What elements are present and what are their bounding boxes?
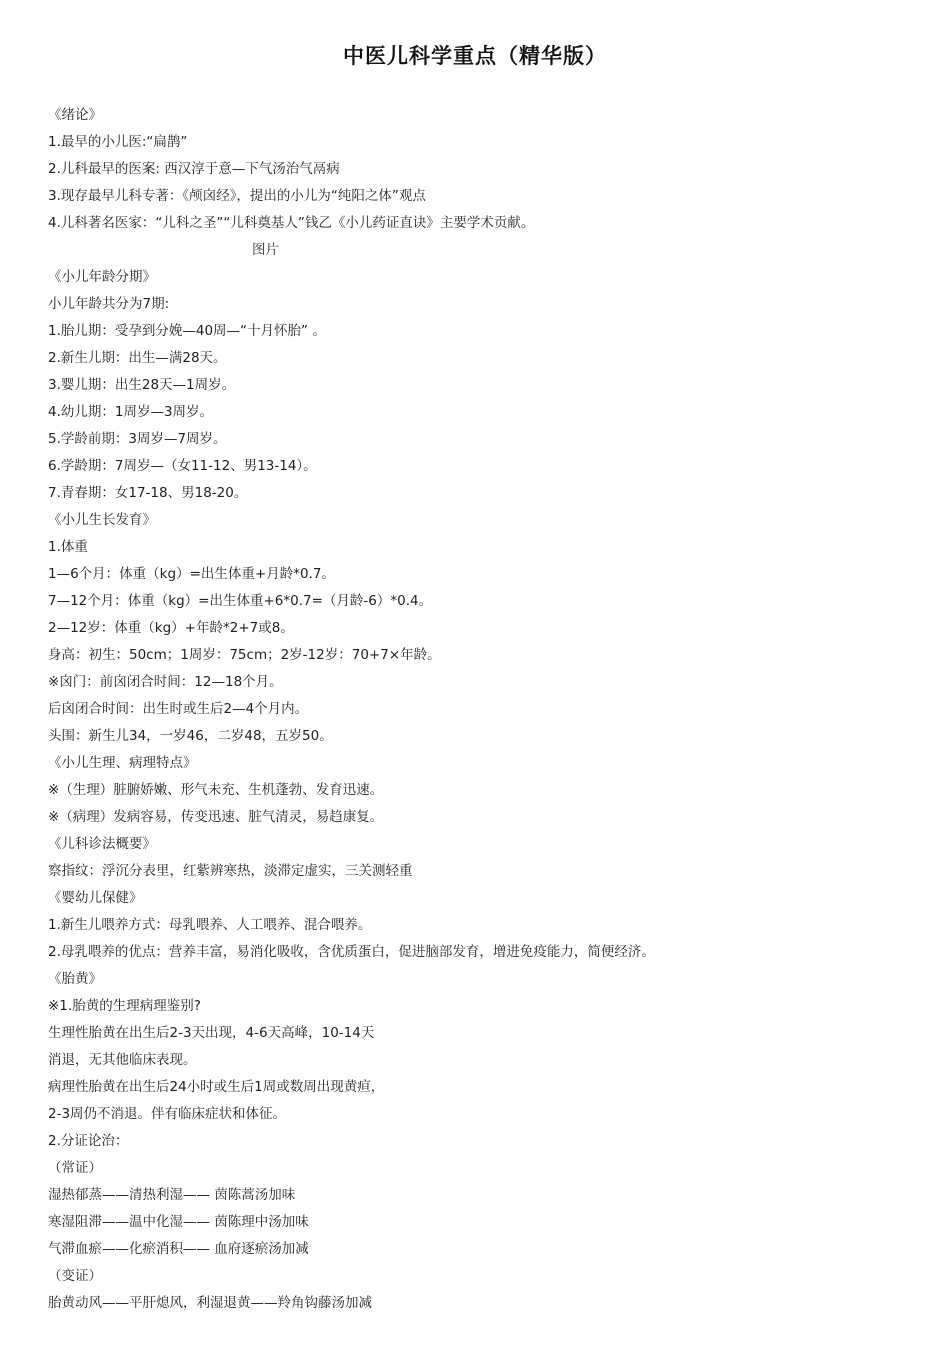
section-heading: 《胎黄》 <box>48 971 102 987</box>
section-heading: 《婴幼儿保健》 <box>48 890 143 906</box>
text-line: ※（病理）发病容易，传变迅速、脏气清灵，易趋康复。 <box>48 809 384 825</box>
text-line: 4.儿科著名医家：“儿科之圣”“儿科奠基人”钱乙《小儿药证直诀》主要学术贡献。 <box>48 215 535 231</box>
text-line: 7—12个月：体重（kg）=出生体重+6*0.7=（月龄-6）*0.4。 <box>48 593 433 609</box>
text-line: 胎黄动风——平肝熄风，利湿退黄——羚角钩藤汤加减 <box>48 1295 372 1311</box>
text-line: 2-3周仍不消退。伴有临床症状和体征。 <box>48 1106 287 1122</box>
text-line: 病理性胎黄在出生后24小时或生后1周或数周出现黄疸， <box>48 1079 385 1095</box>
text-line: 3.现存最早儿科专著：《颅囟经》，提出的小儿为“纯阳之体”观点 <box>48 188 426 204</box>
text-line: 消退，无其他临床表现。 <box>48 1052 197 1068</box>
text-line: 1.体重 <box>48 539 88 555</box>
text-line: 2.母乳喂养的优点：营养丰富，易消化吸收，含优质蛋白，促进脑部发育，增进免疫能力，简便经济。 <box>48 944 655 960</box>
text-line: 2.新生儿期：出生—满28天。 <box>48 350 227 366</box>
section-heading: 《绪论》 <box>48 107 102 123</box>
text-line: 2.分证论治： <box>48 1133 129 1149</box>
text-line: 湿热郁蒸——清热利湿—— 茵陈蒿汤加味 <box>48 1187 296 1203</box>
text-line: 1.最早的小儿医:“扁鹊” <box>48 134 188 150</box>
text-line: ※1.胎黄的生理病理鉴别? <box>48 998 201 1014</box>
text-line: 气滞血瘀——化瘀消积—— 血府逐瘀汤加减 <box>48 1241 309 1257</box>
text-line: 1—6个月：体重（kg）=出生体重+月龄*0.7。 <box>48 566 335 582</box>
text-line: 6.学龄期：7周岁—（女11-12、男13-14）。 <box>48 458 317 474</box>
text-line: 1.胎儿期：受孕到分娩—40周—“十月怀胎” 。 <box>48 323 326 339</box>
text-line: 生理性胎黄在出生后2-3天出现，4-6天高峰，10-14天 <box>48 1025 375 1041</box>
text-line: 2.儿科最早的医案: 西汉淳于意—下气汤治气鬲病 <box>48 161 340 177</box>
text-line: 4.幼儿期：1周岁—3周岁。 <box>48 404 214 420</box>
text-line: （变证） <box>48 1268 102 1284</box>
document-body <box>48 102 908 1317</box>
text-line: 后囟闭合时间：出生时或生后2—4个月内。 <box>48 701 309 717</box>
text-line: 3.婴儿期：出生28天—1周岁。 <box>48 377 236 393</box>
text-line: ※（生理）脏腑娇嫩、形气未充、生机蓬勃、发育迅速。 <box>48 782 384 798</box>
text-line: （常证） <box>48 1160 102 1176</box>
section-heading: 《儿科诊法概要》 <box>48 836 156 852</box>
text-line: 7.青春期：女17-18、男18-20。 <box>48 485 248 501</box>
text-line: 察指纹：浮沉分表里，红紫辨寒热，淡滞定虚实，三关测轻重 <box>48 863 413 879</box>
text-line: ※囟门：前囟闭合时间：12—18个月。 <box>48 674 283 690</box>
text-line: 1.新生儿喂养方式：母乳喂养、人工喂养、混合喂养。 <box>48 917 372 933</box>
document-title: 中医儿科学重点（精华版） <box>343 44 607 68</box>
text-line: 头围：新生儿34，一岁46，二岁48，五岁50。 <box>48 728 333 744</box>
text-line: 身高：初生：50cm；1周岁：75cm；2岁-12岁：70+7×年龄。 <box>48 647 441 663</box>
section-heading: 《小儿年龄分期》 <box>48 269 156 285</box>
text-line: 寒湿阻滞——温中化湿—— 茵陈理中汤加味 <box>48 1214 309 1230</box>
image-caption: 图片 <box>252 242 279 258</box>
section-heading: 《小儿生理、病理特点》 <box>48 755 197 771</box>
text-line: 5.学龄前期：3周岁—7周岁。 <box>48 431 227 447</box>
section-heading: 《小儿生长发育》 <box>48 512 156 528</box>
text-line: 小儿年龄共分为7期: <box>48 296 170 312</box>
text-line: 2—12岁：体重（kg）+年龄*2+7或8。 <box>48 620 294 636</box>
